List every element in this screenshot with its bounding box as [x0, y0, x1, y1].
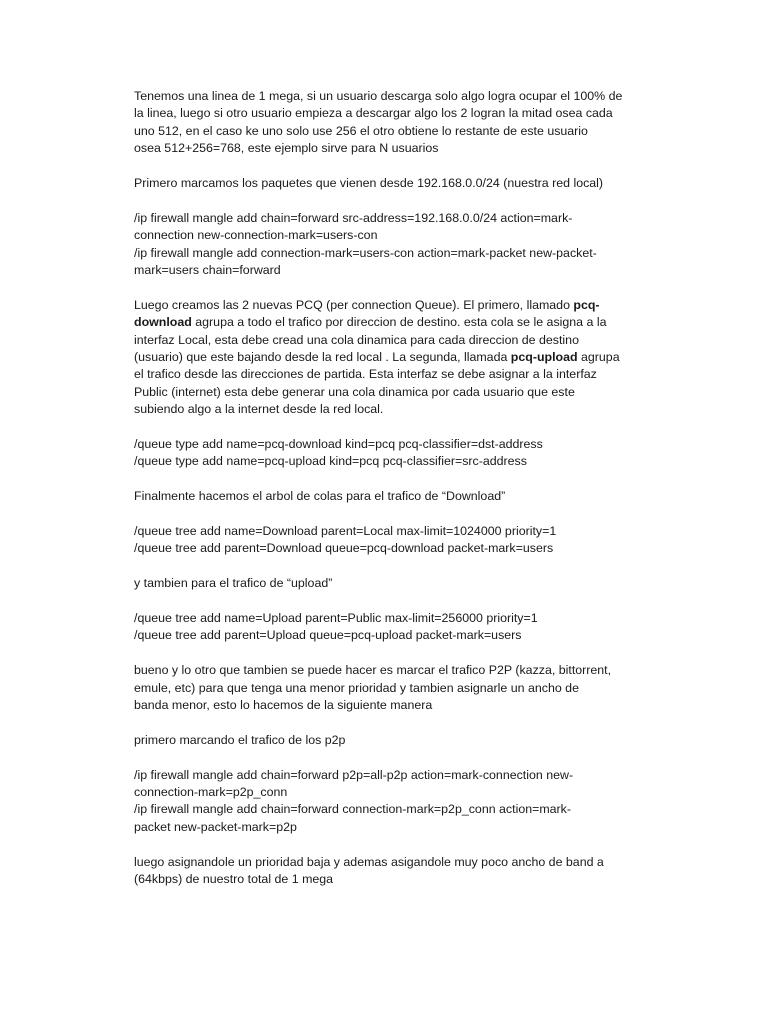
command-line: connection-mark=p2p_conn — [134, 785, 288, 800]
p2p-paragraph — [134, 662, 644, 714]
mangle-commands — [134, 210, 644, 280]
text-line: y tambien para el trafico de “upload” — [134, 576, 333, 591]
p2p-mangle-commands — [134, 767, 644, 837]
command-line: /ip firewall mangle add connection-mark=users-con action=mark-packet new-packet- — [134, 245, 597, 260]
command-line: /ip firewall mangle add chain=forward src-address=192.168.0.0/24 action=mark- — [134, 210, 573, 225]
text-line: la linea, luego si otro usuario empieza a descargar algo los 2 logran la mitad osea cada — [134, 106, 613, 121]
command-line: connection new-connection-mark=users-con — [134, 228, 378, 243]
text-line: luego asignandole un prioridad baja y ademas asigandole muy poco ancho de band a — [134, 854, 604, 869]
text-segment: Luego creamos las 2 nuevas PCQ (per connection Queue). El primero, llamado — [134, 297, 574, 312]
command-line: /queue tree add name=Upload parent=Public max-limit=256000 priority=1 — [134, 611, 538, 626]
text-line: banda menor, esto lo hacemos de la siguiente manera — [134, 698, 433, 713]
bold-term: pcq- — [573, 297, 600, 312]
bold-term: download — [134, 315, 192, 330]
command-line: /queue tree add parent=Upload queue=pcq-upload packet-mark=users — [134, 628, 522, 643]
command-line: /ip firewall mangle add chain=forward p2p=all-p2p action=mark-connection new- — [134, 767, 574, 782]
command-line: packet new-packet-mark=p2p — [134, 819, 297, 834]
upload-tree-commands — [134, 610, 644, 645]
text-line: el trafico desde las direcciones de partida. Esta interfaz se debe asignar a la interfaz — [134, 367, 597, 382]
text-line: osea 512+256=768, este ejemplo sirve para N usuarios — [134, 141, 439, 156]
text-line: (64kbps) de nuestro total de 1 mega — [134, 872, 334, 887]
bold-term: pcq-upload — [510, 350, 578, 365]
text-segment: agrupa — [577, 350, 620, 365]
intro-paragraph — [134, 88, 644, 158]
command-line: /queue tree add parent=Download queue=pcq-download packet-mark=users — [134, 541, 554, 556]
text-line: uno 512, en el caso ke uno solo use 256 el otro obtiene lo restante de este usuario — [134, 123, 588, 138]
upload-tree-intro — [134, 575, 644, 592]
command-line: /ip firewall mangle add chain=forward connection-mark=p2p_conn action=mark- — [134, 802, 572, 817]
text-line — [134, 314, 644, 331]
p2p-mark-intro — [134, 732, 644, 749]
text-segment: agrupa a todo el trafico por direccion de destino. esta cola se le asigna a la — [191, 315, 607, 330]
text-line: Finalmente hacemos el arbol de colas para el trafico de “Download” — [134, 489, 506, 504]
command-line: /queue tree add name=Download parent=Local max-limit=1024000 priority=1 — [134, 524, 557, 539]
download-tree-commands — [134, 523, 644, 558]
text-line — [134, 297, 644, 314]
command-line: /queue type add name=pcq-upload kind=pcq pcq-classifier=src-address — [134, 454, 527, 469]
mark-packets-paragraph — [134, 175, 644, 192]
p2p-priority-paragraph — [134, 854, 644, 889]
text-line — [134, 349, 644, 366]
command-line: /queue type add name=pcq-download kind=pcq pcq-classifier=dst-address — [134, 437, 543, 452]
text-line: Public (internet) esta debe generar una cola dinamica por cada usuario que este — [134, 384, 575, 399]
pcq-paragraph — [134, 297, 644, 419]
text-line: interfaz Local, esta debe cread una cola dinamica para cada direccion de destino — [134, 332, 579, 347]
text-line: Primero marcamos los paquetes que vienen desde 192.168.0.0/24 (nuestra red local) — [134, 176, 604, 191]
document-page — [134, 88, 644, 906]
queue-type-commands — [134, 436, 644, 471]
text-line: Tenemos una linea de 1 mega, si un usuario descarga solo algo logra ocupar el 100% de — [134, 89, 623, 103]
download-tree-intro — [134, 488, 644, 505]
text-line: subiendo algo a la internet desde la red local. — [134, 402, 384, 417]
text-line: emule, etc) para que tenga una menor prioridad y tambien asignarle un ancho de — [134, 680, 579, 695]
text-line: primero marcando el trafico de los p2p — [134, 732, 346, 747]
command-line: mark=users chain=forward — [134, 263, 281, 278]
text-line: bueno y lo otro que tambien se puede hacer es marcar el trafico P2P (kazza, bittorrent, — [134, 663, 612, 678]
text-segment: (usuario) que este bajando desde la red local . La segunda, llamada — [134, 350, 511, 365]
